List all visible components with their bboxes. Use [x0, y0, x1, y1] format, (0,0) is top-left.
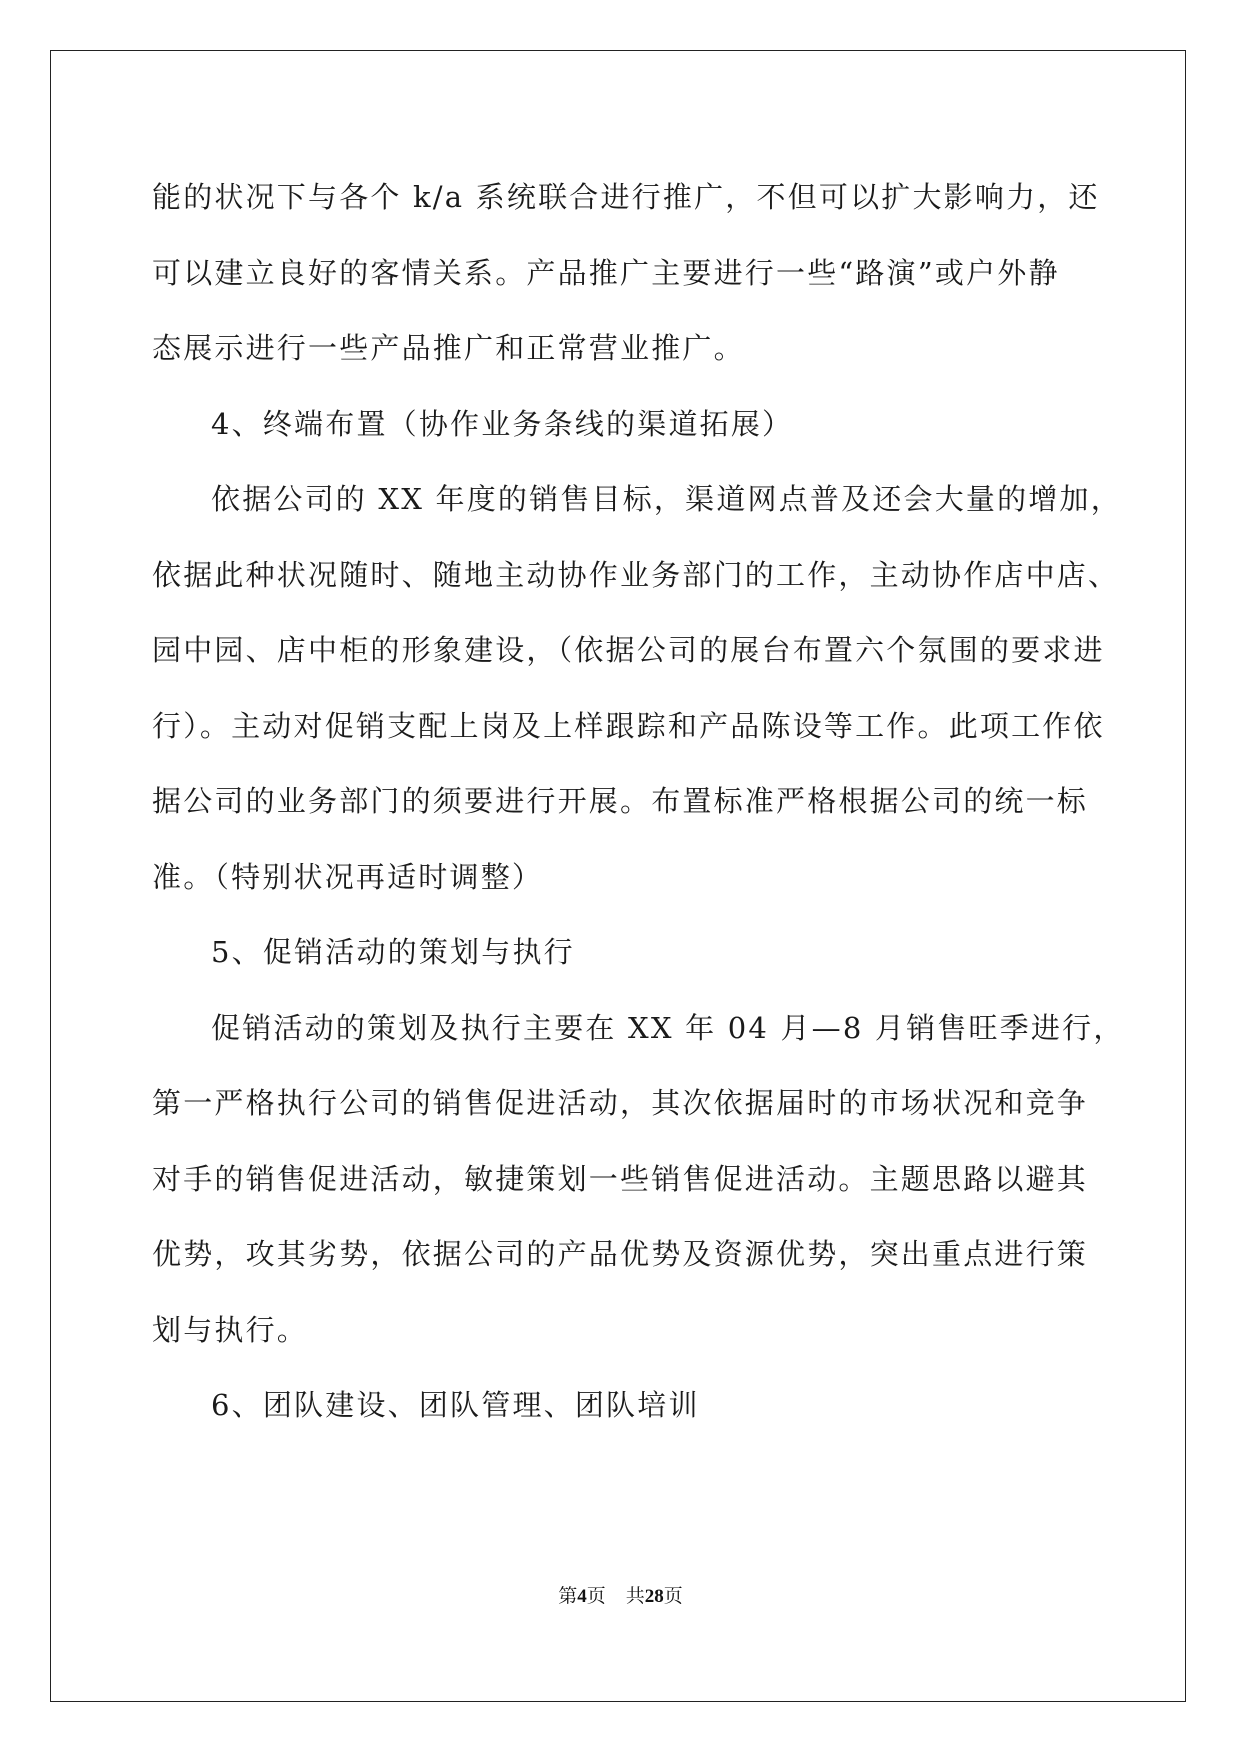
page-footer — [0, 1581, 1241, 1608]
text-line: 态展示进行一些产品推广和正常营业推广。 — [152, 331, 745, 365]
text-line: 划与执行。 — [152, 1312, 309, 1347]
text-line: 准。（特别状况再适时调整） — [152, 859, 544, 894]
footer-total-suffix: 页 — [663, 1586, 683, 1607]
text-line: 可以建立良好的客情关系。产品推广主要进行一些“路演”或户外静 — [152, 255, 1060, 290]
section-heading: 5、促销活动的策划与执行 — [211, 935, 575, 969]
text-line: 第一严格执行公司的销售促进活动，其次依据届时的市场状况和竞争 — [152, 1086, 1089, 1120]
text-line: 园中园、店中柜的形象建设，（依据公司的展台布置六个氛围的要求进 — [152, 633, 1105, 667]
footer-total-prefix: 共 — [625, 1586, 645, 1607]
text-line: 依据此种状况随时、随地主动协作业务部门的工作，主动协作店中店、 — [152, 557, 1120, 592]
text-line: 促销活动的策划及执行主要在 XX 年 04 月—8 月销售旺季进行， — [211, 1010, 1125, 1045]
text-line: 对手的销售促进活动，敏捷策划一些销售促进活动。主题思路以避其 — [152, 1161, 1089, 1196]
text-line: 依据公司的 XX 年度的销售目标，渠道网点普及还会大量的增加， — [211, 482, 1122, 516]
text-line: 优势，攻其劣势，依据公司的产品优势及资源优势，突出重点进行策 — [152, 1237, 1089, 1271]
page-number: 4 — [577, 1586, 587, 1607]
text-line: 能的状况下与各个 k/a 系统联合进行推广，不但可以扩大影响力，还 — [152, 180, 1100, 214]
section-heading: 6、团队建设、团队管理、团队培训 — [211, 1388, 700, 1422]
total-pages: 28 — [644, 1586, 664, 1607]
text-line: 行）。主动对促销支配上岗及上样跟踪和产品陈设等工作。此项工作依 — [152, 708, 1105, 743]
footer-prefix: 第 — [558, 1586, 578, 1607]
document-body — [152, 160, 1125, 1444]
text-line: 据公司的业务部门的须要进行开展。布置标准严格根据公司的统一标 — [152, 784, 1089, 818]
section-heading: 4、终端布置（协作业务条线的渠道拓展） — [211, 406, 794, 441]
footer-page-suffix: 页 — [586, 1586, 606, 1607]
